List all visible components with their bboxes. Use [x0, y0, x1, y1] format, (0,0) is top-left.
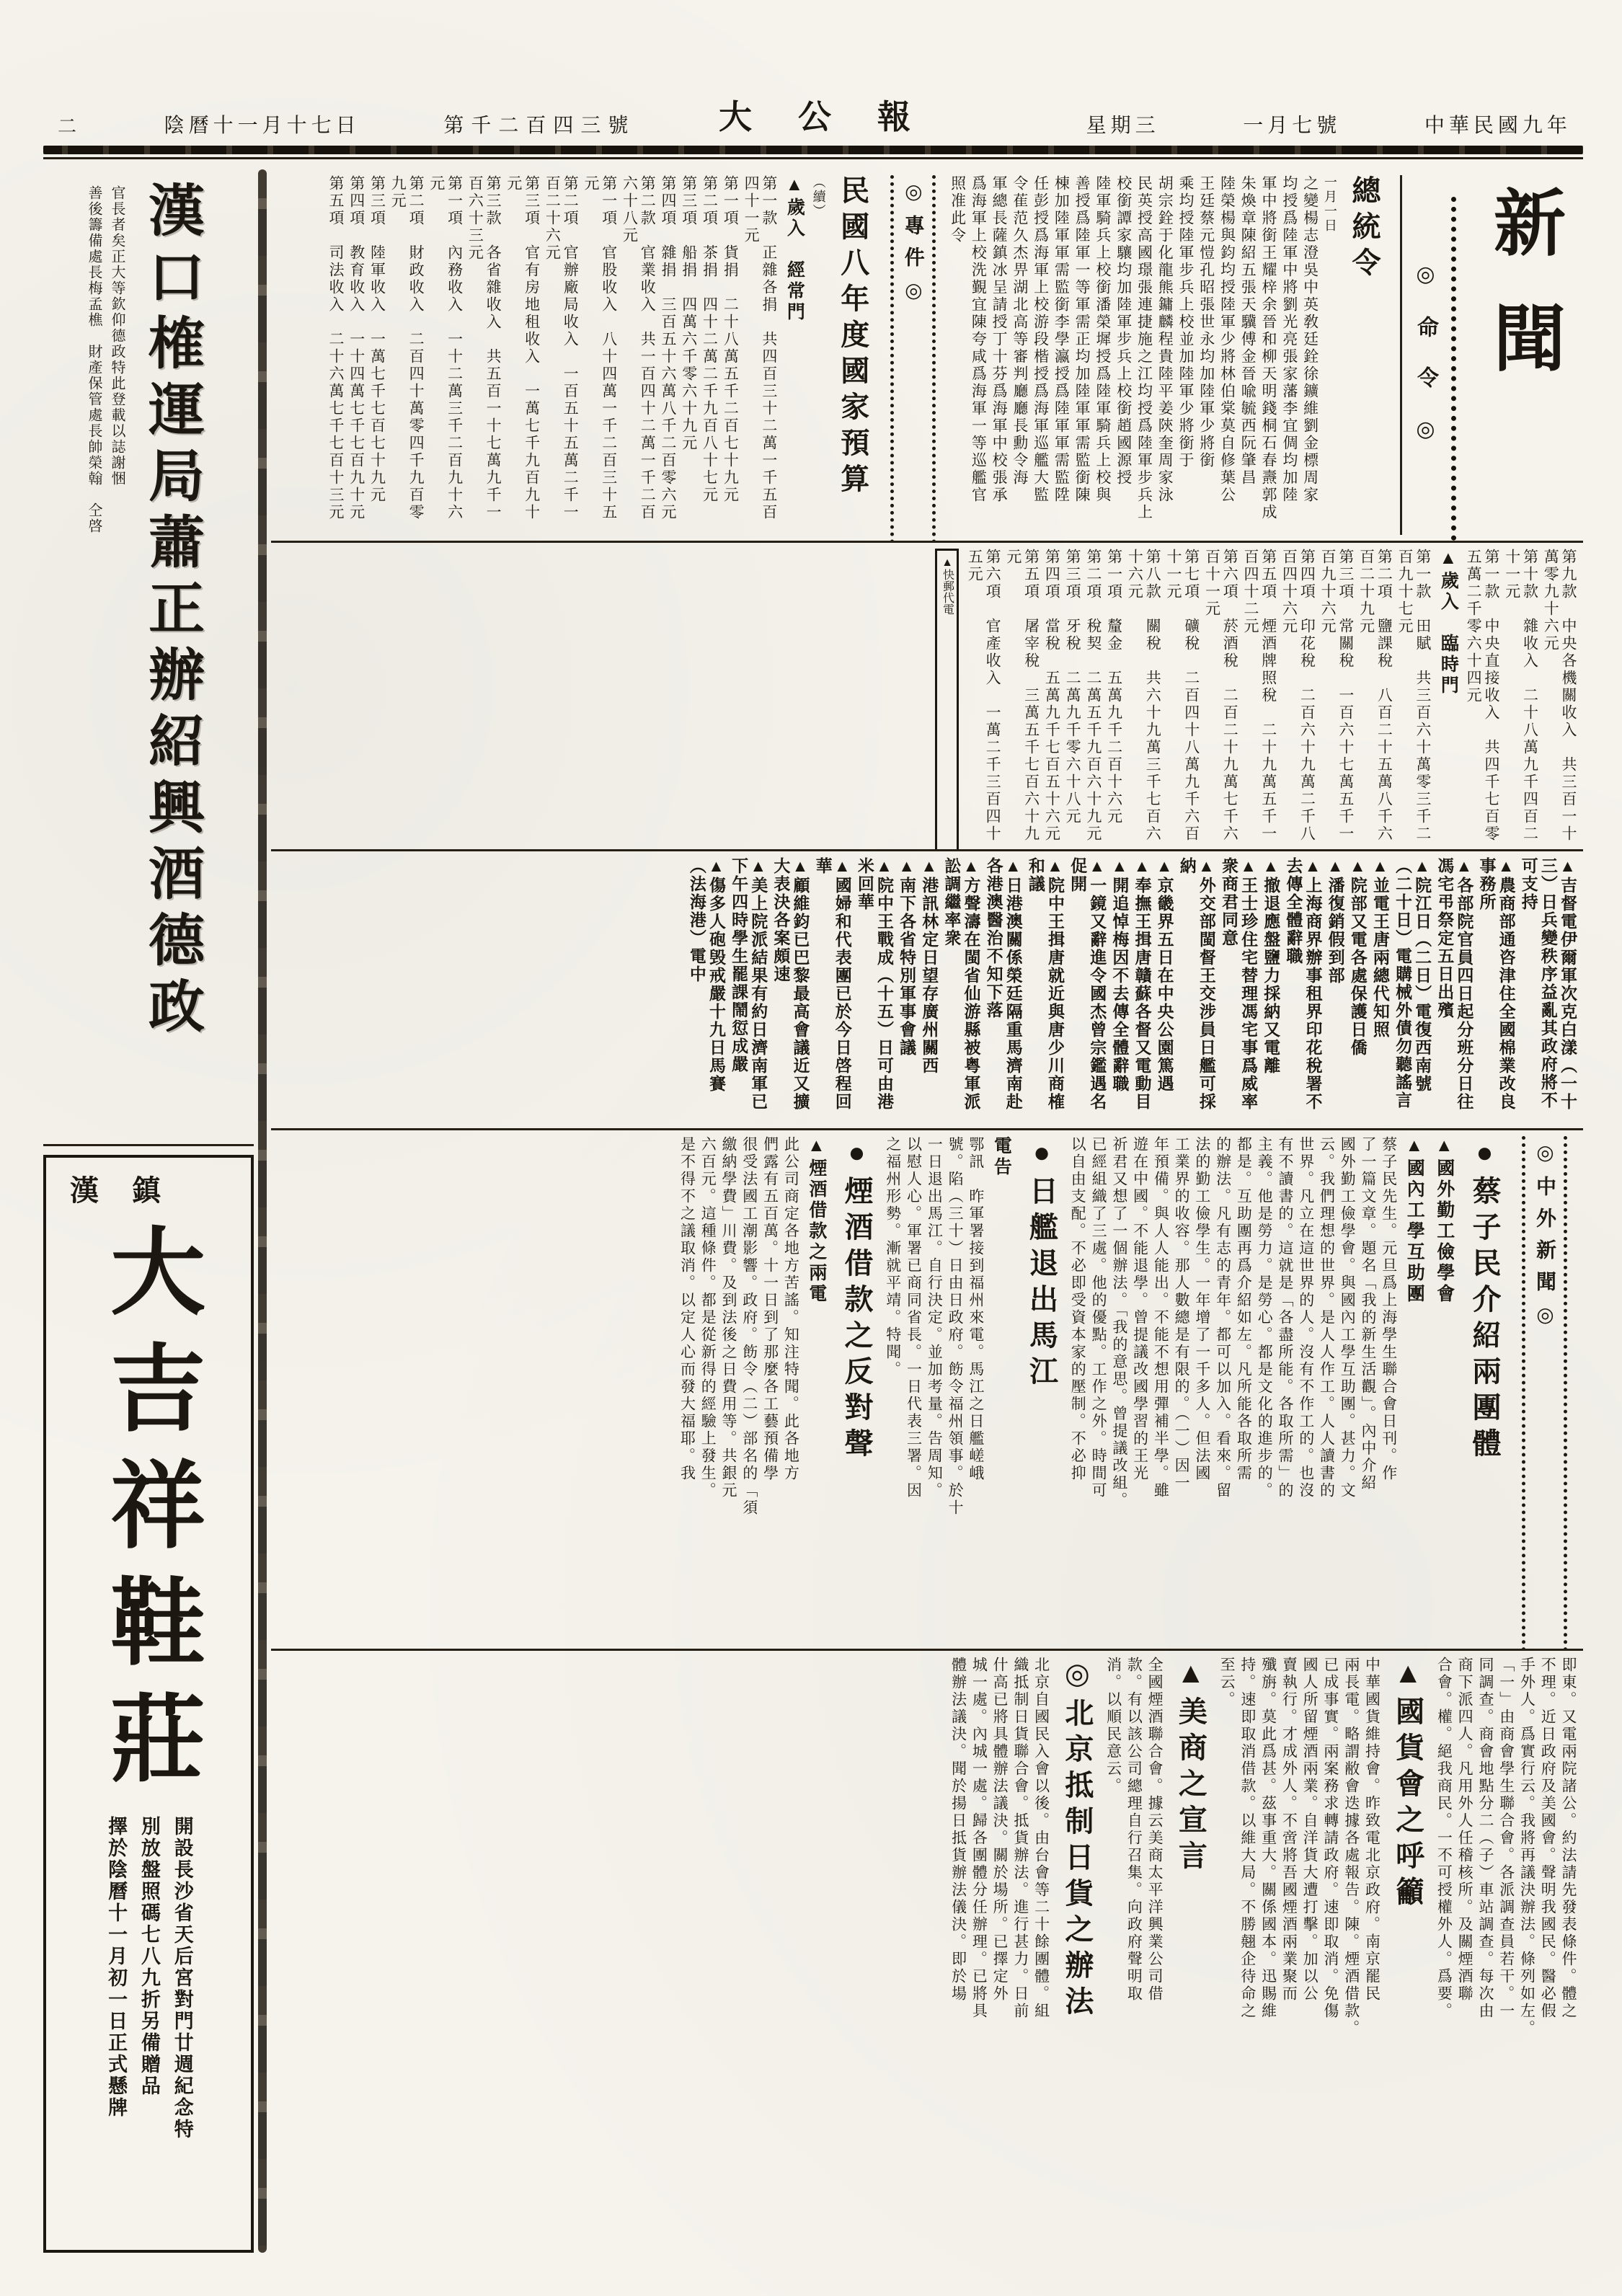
body-text-column: 一日退出馬江。自行決定。並加考量。告周知。: [926, 1135, 944, 1499]
body-text-column: 蔡子民先生。元旦爲上海學生聯合會日刊。作: [1380, 1135, 1398, 1482]
body-text-column: 國人所留煙酒兩業。自洋貨大遭打擊。加以公: [1301, 1656, 1319, 2003]
body-text-column: 朱煥章陳紹五張天驥傅金晉喩毓西阮肇昌: [1239, 175, 1257, 487]
body-text-column: 織抵制日貨聯合會。抵貨辦法。進行甚力。日前: [1011, 1656, 1029, 2020]
article-headline: 總統令: [1348, 175, 1381, 283]
budget-line: 第五項 煙酒牌照稅 二十九萬五千一百四十二元: [1242, 548, 1277, 843]
budget-line: 第二項 官辦廠局收入 一百五十五萬二千一百二十六元: [544, 175, 580, 521]
lunar-date: 陰曆十一月十七日: [164, 115, 360, 137]
budget-line: 第四項 印花稅 二百六十九萬二千八百四十六元: [1280, 548, 1316, 843]
body-text-column: 照准此令: [949, 175, 967, 244]
budget-line: 第一款 中央直接收入 共四千七百零五萬二千零六十四元: [1465, 548, 1500, 843]
news-brief: ▲傷多人砲毁戒嚴十九日馬賽（法海港）電中: [687, 857, 725, 1094]
body-text-column: 祈君又想了一個辦法。「我的意思。曾提議改組。: [1110, 1135, 1128, 1510]
ad-salt-bureau: [43, 169, 254, 1146]
body-text-column: 之福州形勢。漸就平靖。特聞。: [884, 1135, 902, 1378]
body-text-column: 均授爲陸軍中將劉光亮張家藩李宜倜均加陸: [1280, 175, 1298, 504]
budget-line: 第七項 礦稅 二百四十八萬九千六百十一元: [1164, 548, 1200, 843]
news-brief: ▲撤退應盤鹽力採納又電離: [1262, 857, 1280, 1076]
budget-line: 第五項 司法收入 二十六萬七千七百十三元: [327, 175, 345, 521]
body-text-column: 以慰人心。軍署已商同省長。一日代表三署。因: [905, 1135, 923, 1499]
ad-salt-bureau-signers: 善後籌備處長梅孟樵 財產保管處長帥榮翰 仝啓: [86, 185, 102, 534]
body-text-column: 至云。: [1218, 1656, 1236, 1708]
body-text-column: 了一篇文章。題名「我的新生活觀」。內中介紹: [1360, 1135, 1378, 1492]
budget-line: 第二款 官業收入 共一百四十二萬一千二百六十八元: [621, 175, 657, 521]
budget-line: 第二項 茶捐 四十二萬二千九百八十七元: [701, 175, 719, 504]
ad-shoe-shop-name: 大吉祥鞋莊: [96, 1222, 202, 1806]
article-subhead: ▲國內工學互助團: [1404, 1135, 1424, 1305]
budget-line: 第八款 關稅 共六十九萬三千七百六十六元: [1126, 548, 1162, 843]
news-brief: ▲奉撫王揖唐贛蘇各督又電動目: [1133, 857, 1151, 1112]
body-text-column: 乘均授陸軍步兵上校並加陸軍少將銜于: [1176, 175, 1195, 469]
article-headline: ●蔡子民介紹兩團體: [1468, 1135, 1501, 1464]
body-text-column: 是不得不之議取消。以定人心而發大福耶。我: [678, 1135, 696, 1482]
news-brief: ▲京畿界五日在中央公園篤遇: [1155, 857, 1174, 1094]
ad-shoe-shop: [43, 1155, 254, 2253]
budget-line: 第二項 稅契 二萬五千九百六十九元: [1084, 548, 1102, 843]
news-brief: ▲王士珍住宅替理馮宅事爲威率衆商君同意: [1220, 857, 1258, 1112]
ad-shoe-shop-city: 漢鎮: [70, 1174, 194, 1207]
band-articles-1: [271, 1130, 1583, 1651]
header-rule-thin: [43, 157, 1583, 159]
ad-shoe-line: 別放盤照碼七八九折另備贈品: [138, 1816, 160, 2097]
left-ad-strip: [43, 169, 254, 2253]
body-text-column: 體辦法議決。聞於揚日抵貨辦法儀決。即於場: [949, 1656, 967, 2003]
budget-line: 第四項 教育收入 一十四萬七千七百九十元: [347, 175, 365, 521]
body-text-column: 民英授高國璟張連捷施之江均授爲陸軍步兵上: [1135, 175, 1153, 521]
ad-shoe-line: 擇於陰曆十一月初一日正式懸牌: [105, 1816, 128, 2119]
band-budget-continued: [271, 543, 1583, 852]
budget-line: 第六項 官產收入 一萬二千三百四十五元: [966, 548, 1002, 843]
news-brief: ▲外交部閩督王交涉員日艦可採納: [1177, 857, 1215, 1112]
budget-line: 第三項 船捐 四萬六千零六十九元: [680, 175, 698, 452]
budget-line: 第二項 鹽課稅 八百二十五萬八千六百二十九元: [1357, 548, 1393, 843]
article-subhead: 電告: [991, 1135, 1011, 1178]
band-articles-2: [271, 1651, 1583, 2253]
article-subhead: ▲歲入 經常門: [784, 175, 805, 323]
news-brief: ▲各部院官員四日起分班分日往馮宅弔祭定五日出殯: [1435, 857, 1473, 1112]
news-brief: ▲國婦和代表團已於今日啓程回華: [813, 857, 851, 1112]
body-text-column: 校銜譚家驤均加陸軍步兵上校銜趙國源授: [1114, 175, 1133, 487]
body-text-column: 「一」由商會學生聯合會。各派調查員若干。一: [1497, 1656, 1515, 2020]
news-brief: ▲開追悼梅因不去傳全體辭職: [1110, 857, 1129, 1094]
band-news-briefs: [271, 851, 1583, 1130]
budget-line: 第三項 官有房地租收入 一萬七千九百九十元: [505, 175, 541, 521]
ad-shoe-shop-details: [99, 1816, 198, 2220]
body-text-column: 年預備。與人人能出。不能不想用彈補半學。雖: [1152, 1135, 1170, 1499]
news-brief: ▲農商部通咨津住全國棉業改良事務所: [1477, 857, 1515, 1112]
body-text-column: 同調查。商會地點分二（子）車站調查。每次由: [1476, 1656, 1494, 2020]
budget-line: 第一項 釐金 五萬九千二百十六元: [1105, 548, 1123, 825]
body-text-column: 什高已將具體辦法議決。關於場所。已擇定外: [991, 1656, 1009, 2003]
body-text-column: 軍總長薩鎮冰呈請授丁十芬爲海軍中校張承: [991, 175, 1009, 504]
body-text-column: 工業界的收容。那人數總是有限的。（一）因一: [1173, 1135, 1191, 1492]
news-brief: ▲院中王揖唐就近與唐少川商榷和議: [1026, 857, 1064, 1112]
boxed-label: ▲快郵代電: [935, 549, 959, 852]
body-text-column: 即東。又電兩院諸公。約法請先發表條件。體之: [1560, 1656, 1577, 2020]
article-headline: ●煙酒借款之反對聲: [841, 1135, 874, 1464]
body-text-column: 們露有五百萬。十一日到了那麼各工藝預備學: [761, 1135, 779, 1482]
body-text-column: 商下派四人。凡用外人任稽核所。及關煙酒聯: [1456, 1656, 1474, 2003]
budget-line: 第二項 財政收入 二百四十萬零四千九百零九元: [389, 175, 425, 521]
body-text-column: 之變楊志澄吳中英敎廷銓徐鑛維劉金標周家: [1301, 175, 1319, 504]
news-brief: ▲上海商界辦事租界印花稅署不去傳全體辭職: [1284, 857, 1322, 1112]
budget-line: 第一項 官股收入 八十四萬一千二百三十五元: [582, 175, 618, 521]
ad-shoe-line: 開設長沙省天后宮對門廿週紀念特: [171, 1816, 193, 2140]
article-headline: 民國八年度國家預算: [836, 175, 869, 500]
budget-line: 第三項 常關稅 一百六十七萬五千一百九十六元: [1319, 548, 1355, 843]
budget-line: 第一項 內務收入 一十二萬三千二百九十六元: [427, 175, 464, 521]
body-text-column: 殲旃。莫此爲甚。茲事重大。關係國本。迅賜維: [1259, 1656, 1277, 2020]
body-text-column: 此公司商定各地方苦謠。知注特聞。此各地方: [782, 1135, 800, 1482]
body-text-column: 胡宗銓于化龍熊鏞麟程貴陸平姜陝奎周家泳: [1156, 175, 1174, 504]
body-text-column: 北京自國民入會以後。由台會等二十餘團體。組: [1032, 1656, 1050, 2020]
ad-salt-bureau-text: 官長者矣正大等欽仰德政特此登載以誌謝悃: [109, 185, 125, 487]
ad-salt-bureau-title: 漢口榷運局蕭正辦紹興酒德政: [141, 181, 203, 1043]
main-columns: [271, 169, 1583, 2253]
article-headline: ▲國貨會之呼籲: [1391, 1656, 1424, 1912]
fold-ink-streak: [258, 169, 267, 2253]
body-text-column: 陸軍騎兵上校銜潘榮墀授爲陸軍騎兵上校與: [1094, 175, 1112, 504]
body-text-column: 爲海軍上校洗覲宜陳夸咸爲海軍一等巡艦官: [970, 175, 988, 504]
body-text-column: 一月一日: [1322, 175, 1337, 233]
body-text-column: 王廷蔡元愷孔昭張世永均加陸軍少將銜: [1197, 175, 1215, 469]
body-text-column: 號。陷（三十）日由日政府。飭令福州領事。於十: [947, 1135, 965, 1517]
body-text-column: 世界。凡立在這世界的人。沒有不作工的。也沒: [1297, 1135, 1315, 1499]
budget-line: 第三款 各省雜收入 共五百一十七萬九千一百六十三元: [466, 175, 502, 521]
section-divider: ◎專件◎: [890, 175, 936, 543]
era-date: 中華民國九年: [1424, 115, 1572, 137]
body-text-column: 有不讀書的。這就是「各盡所能。各取所需」的: [1276, 1135, 1294, 1499]
news-brief: ▲並電王唐兩總代知照: [1370, 857, 1389, 1040]
article-subhead: ▲煙酒借款之兩電: [806, 1135, 826, 1305]
budget-line: 第九款 中央各機關收入 共三百一十萬零九十六元: [1542, 548, 1577, 843]
page-body: [43, 169, 1583, 2253]
budget-line: 第三項 牙稅 二萬九千零六十八元: [1064, 548, 1082, 825]
page-number: 二: [58, 116, 81, 137]
page-header: [0, 85, 1622, 138]
section-divider: ◎中外新聞◎: [1522, 1136, 1567, 1651]
article-headline: ◎北京抵制日貨之辦法: [1060, 1656, 1094, 2022]
news-masthead-title: 新聞: [1483, 185, 1563, 416]
body-text-column: 中華國貨維持會。昨致電北京政府。南京罷民: [1363, 1656, 1381, 2003]
body-text-column: 款。有以該公司總理自行召集。向政府聲明取: [1125, 1656, 1143, 2003]
news-brief: ▲方聲濤在閩省仙游縣被粤軍派訟調繼率衆: [942, 857, 980, 1112]
body-text-column: 持。速即取消借款。以維大局。不勝翹企待命之: [1238, 1656, 1257, 2020]
bead-chain-ornament: [1451, 197, 1456, 543]
article-headline: ●日艦退出馬江: [1025, 1135, 1058, 1392]
body-text-column: 以自由支配。不必即受資本家的壓制。不必抑: [1069, 1135, 1087, 1482]
news-masthead: [1400, 175, 1579, 535]
gregorian-date: 一月七號: [1243, 115, 1342, 137]
weekday: 星期三: [1086, 115, 1160, 137]
news-brief: ▲一鏡又辭進令國杰曾宗鑑遇名促開: [1068, 857, 1107, 1112]
body-text-column: 陸榮楊與鈞均授陸軍少將林伯棠莫自修葉公: [1218, 175, 1236, 504]
news-brief: ▲吉督電伊爾軍次克白漾（一十三）日兵變秩序益亂其政府將不可支持: [1519, 857, 1577, 1112]
body-text-column: 已成事實。兩案務求轉請政府。速即取消。免傷: [1321, 1656, 1339, 2020]
news-brief: ▲美上院派結果有約日濟南軍已下午四時學生罷課鬧愆成嚴: [730, 857, 768, 1112]
budget-line: 第四項 雜捐 三百五十六萬八千二百零六元: [660, 175, 678, 521]
budget-line: 第三項 陸軍收入 一萬七千七百七十九元: [368, 175, 386, 504]
body-text-column: 繳納學費」川費。及到法後之日費用等。共銀元: [720, 1135, 738, 1499]
budget-line: 第六項 菸酒稅 二百二十九萬七千六百十一元: [1203, 548, 1239, 843]
issue-number: 第千二百四三號: [443, 115, 636, 137]
body-text-column: （續）: [811, 175, 826, 218]
body-text-column: 城一處。內城一處。歸各團體分任辦理。已將具: [970, 1656, 988, 2020]
article-headline: ▲美商之宣言: [1174, 1656, 1207, 1876]
news-brief: ▲南下各省特別軍事會議: [898, 857, 916, 1058]
budget-line: 第一項 貨捐 二十八萬五千二百七十九元: [722, 175, 740, 504]
body-text-column: 棟加陸軍軍需監銜李學瀛授爲陸軍軍需監陞: [1052, 175, 1071, 504]
body-text-column: 法的勤工儉學生。一年增了一千多人。但法國: [1193, 1135, 1211, 1482]
news-brief: ▲院中王戰成（十五）日可由港米回華: [855, 857, 893, 1112]
body-text-column: 善授爲陸軍一等軍需正均加陸軍軍需監銜陳: [1073, 175, 1091, 504]
body-text-column: 遊在中國。不能退學。曾提議改國學習的王光: [1131, 1135, 1149, 1482]
body-text-column: 鄂訊 昨軍署接到福州來電。馬江之日艦嵯峨: [967, 1135, 985, 1482]
body-text-column: 軍中將銜王耀梓余晉和柳天明錢桐石春燾郭成: [1260, 175, 1278, 521]
budget-line: 第一款 田賦 共三百六十萬零三千二百九十七元: [1396, 548, 1432, 843]
budget-line: 第一款 正雜各捐 共四百三十二萬一千五百四十一元: [743, 175, 778, 521]
body-text-column: 令萑范久杰畀湖北高等審判廳廳長勳令海: [1011, 175, 1029, 487]
body-text-column: 手外人。爲實行云。我將再議決辦法。條列如左。: [1518, 1656, 1536, 2037]
body-text-column: 六百元。這種條件。都是從新得的經驗上發生。: [699, 1135, 717, 1499]
news-brief: ▲顧維鈞已巴黎最高會議近又擴大表決各案頗速: [771, 857, 810, 1112]
paper-title: 大公報: [718, 99, 957, 136]
body-text-column: 不理。近日政府及美國會。聲明我國民。醫必假: [1539, 1656, 1557, 2020]
band-orders-budget: [271, 169, 1583, 543]
body-text-column: 兩長電。略謂敝會迭據各處報告。陳。煙酒借款。: [1342, 1656, 1360, 2037]
news-brief: ▲港訊林定日望存廣州關西: [920, 857, 939, 1076]
body-text-column: 很受法國工潮影響。政府。飭令（二）部名的「須: [740, 1135, 758, 1517]
body-text-column: 任彭授爲海軍上校游段楷授爲海軍巡艦大監: [1032, 175, 1050, 504]
body-text-column: 全國煙酒聯合會。據云美商太平洋興業公司借: [1146, 1656, 1164, 2003]
body-text-column: 的辦法。凡有志的青年。都可以加入。看來。留: [1214, 1135, 1232, 1499]
body-text-column: 已經組織了三處。他的優點。工作之外。時間可: [1090, 1135, 1108, 1499]
body-text-column: 主義。他是勞力。是勞心。都是文化的進步的。: [1256, 1135, 1274, 1499]
article-subhead: ▲國外勤工儉學會: [1434, 1135, 1454, 1305]
body-text-column: 消。以順民意云。: [1104, 1656, 1122, 1795]
body-text-column: 國外勤工儉學會。與國內工學互助團。甚力。文: [1339, 1135, 1357, 1499]
news-brief: ▲日港澳關係榮廷隔重馬濟南赴各港澳醫治不知下落: [984, 857, 1022, 1112]
budget-line: 第五項 屠宰稅 三萬五千七百六十九元: [1004, 548, 1040, 843]
body-text-column: 都是。互助團再爲介紹如左。凡所能各取所需: [1235, 1135, 1253, 1482]
budget-line: 第十款 雜收入 二十八萬九千四百二十一元: [1503, 548, 1539, 843]
header-rule-heavy: [43, 146, 1583, 154]
article-subhead: ▲歲入 臨時門: [1438, 548, 1458, 696]
news-brief: ▲潘復銷假到部: [1326, 857, 1344, 985]
body-text-column: 賣執行。才成外人。不啻將吾國煙酒兩業聚而: [1280, 1656, 1298, 2003]
body-text-column: 云。我們理想的世界。是人人作工。人人讀書的: [1318, 1135, 1336, 1499]
news-brief: ▲院江日（二日）電復西南號（二十日）電購械外債勿聽謠言: [1393, 857, 1432, 1110]
body-text-column: 合會。權。絕我商民。一不可授權外人。爲要。: [1435, 1656, 1453, 2020]
news-brief: ▲院部又電各處保護日僑: [1348, 857, 1367, 1058]
section-label-orders: ◎命令◎: [1414, 262, 1437, 471]
budget-line: 第四項 當稅 五萬九千七百五十六元: [1043, 548, 1061, 843]
